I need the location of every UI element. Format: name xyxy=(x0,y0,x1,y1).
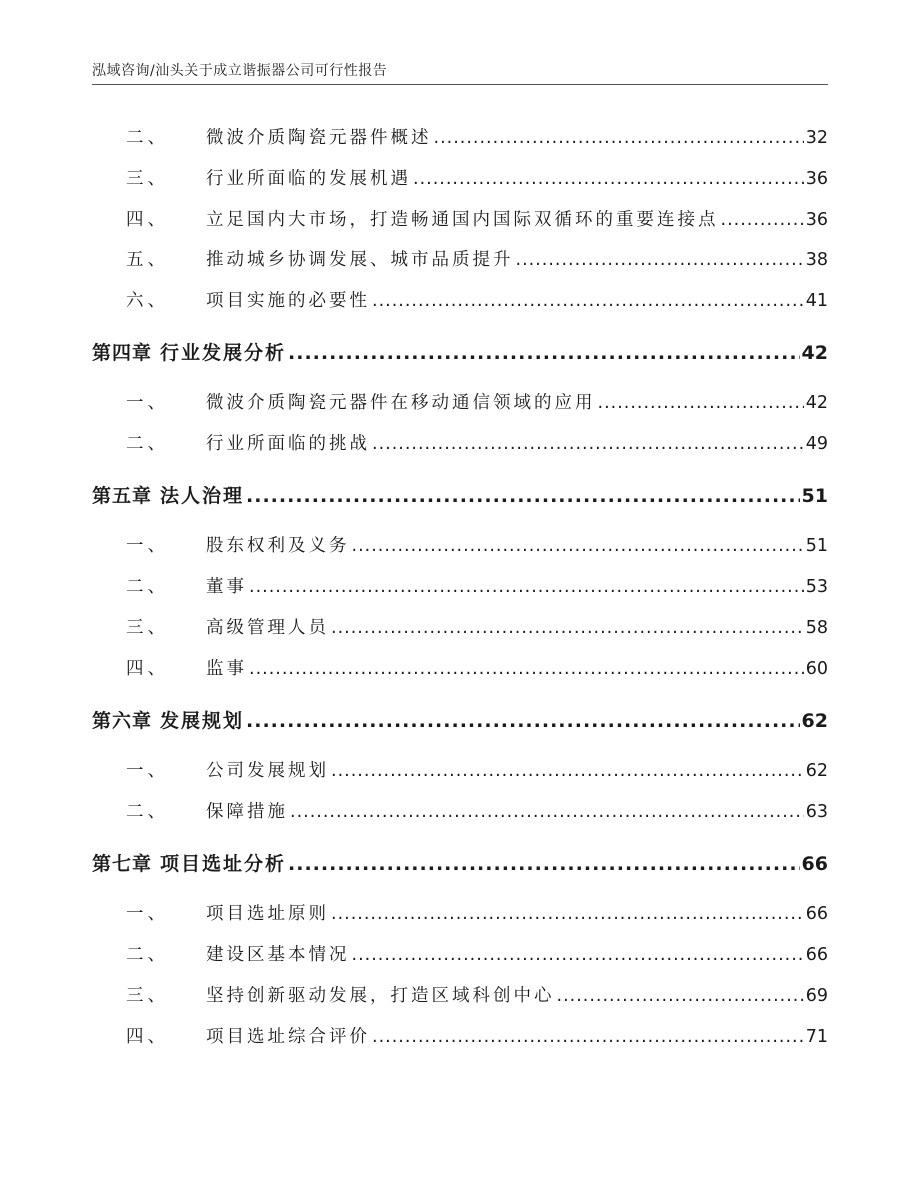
toc-page-number: 42 xyxy=(805,393,828,413)
toc-entry-title: 坚持创新驱动发展，打造区域科创中心 xyxy=(206,986,555,1006)
toc-page-number: 36 xyxy=(805,169,828,189)
dot-leader xyxy=(372,291,804,311)
toc-section-entry[interactable] xyxy=(92,246,828,271)
dot-leader xyxy=(516,250,804,270)
toc-page-number: 71 xyxy=(805,1027,828,1047)
toc-entry-title: 公司发展规划 xyxy=(206,761,329,781)
toc-page-number: 53 xyxy=(805,577,828,597)
toc-entry-title: 保障措施 xyxy=(206,802,288,822)
toc-page-number: 62 xyxy=(805,761,828,781)
toc-entry-title: 建设区基本情况 xyxy=(206,945,350,965)
toc-entry-title: 法人治理 xyxy=(160,485,245,507)
toc-section-entry[interactable] xyxy=(92,900,828,925)
toc-section-entry[interactable] xyxy=(92,655,828,680)
toc-section-entry[interactable] xyxy=(92,757,828,782)
toc-section-entry[interactable] xyxy=(92,573,828,598)
toc-entry-title: 高级管理人员 xyxy=(206,618,329,638)
toc-section-entry[interactable] xyxy=(92,287,828,312)
dot-leader xyxy=(331,618,804,638)
toc-entry-number: 四、 xyxy=(126,1027,169,1047)
toc-entry-number: 六、 xyxy=(126,291,169,311)
dot-leader xyxy=(246,485,800,507)
toc-entry-number: 第四章 xyxy=(92,342,153,364)
toc-page-number: 66 xyxy=(801,853,828,875)
dot-leader xyxy=(246,710,800,732)
toc-entry-title: 董事 xyxy=(206,577,247,597)
toc-entry-title: 股东权利及义务 xyxy=(206,536,350,556)
dot-leader xyxy=(557,986,804,1006)
toc-page-number: 62 xyxy=(801,710,828,732)
toc-entry-title: 项目选址分析 xyxy=(160,853,287,875)
dot-leader xyxy=(249,577,804,597)
toc-section-entry[interactable] xyxy=(92,206,828,231)
dot-leader xyxy=(352,536,804,556)
toc-entry-number: 一、 xyxy=(126,393,169,413)
toc-section-entry[interactable] xyxy=(92,165,828,190)
toc-entry-number: 一、 xyxy=(126,536,169,556)
toc-entry-number: 三、 xyxy=(126,169,169,189)
toc-entry-number: 三、 xyxy=(126,986,169,1006)
toc-page-number: 42 xyxy=(801,342,828,364)
toc-entry-title: 推动城乡协调发展、城市品质提升 xyxy=(206,250,514,270)
toc-entry-number: 二、 xyxy=(126,945,169,965)
toc-page-number: 49 xyxy=(805,434,828,454)
toc-section-entry[interactable] xyxy=(92,430,828,455)
toc-page-number: 60 xyxy=(805,659,828,679)
toc-section-entry[interactable] xyxy=(92,389,828,414)
toc-entry-number: 二、 xyxy=(126,128,169,148)
toc-entry-title: 行业所面临的发展机遇 xyxy=(206,169,411,189)
toc-entry-number: 二、 xyxy=(126,577,169,597)
header-divider xyxy=(92,84,828,85)
dot-leader xyxy=(372,434,804,454)
toc-page-number: 58 xyxy=(805,618,828,638)
toc-entry-title: 监事 xyxy=(206,659,247,679)
dot-leader xyxy=(413,169,804,189)
toc-page-number: 38 xyxy=(805,250,828,270)
toc-page-number: 32 xyxy=(805,128,828,148)
toc-page-number: 36 xyxy=(805,210,828,230)
toc-chapter-entry[interactable] xyxy=(92,481,828,508)
toc-entry-number: 第七章 xyxy=(92,853,153,875)
toc-page-number: 41 xyxy=(805,291,828,311)
dot-leader xyxy=(721,210,804,230)
toc-chapter-entry[interactable] xyxy=(92,338,828,365)
dot-leader xyxy=(352,945,804,965)
toc-entry-title: 发展规划 xyxy=(160,710,245,732)
toc-section-entry[interactable] xyxy=(92,982,828,1007)
toc-entry-title: 项目选址原则 xyxy=(206,904,329,924)
toc-chapter-entry[interactable] xyxy=(92,849,828,876)
running-header: 泓域咨询/汕头关于成立谐振器公司可行性报告 xyxy=(92,63,388,79)
toc-entry-title: 项目实施的必要性 xyxy=(206,291,370,311)
toc-page-number: 66 xyxy=(805,904,828,924)
toc-page-number: 51 xyxy=(805,536,828,556)
toc-section-entry[interactable] xyxy=(92,941,828,966)
toc-entry-number: 四、 xyxy=(126,659,169,679)
toc-entry-title: 微波介质陶瓷元器件在移动通信领域的应用 xyxy=(206,393,596,413)
dot-leader xyxy=(290,802,804,822)
toc-chapter-entry[interactable] xyxy=(92,706,828,733)
dot-leader xyxy=(372,1027,804,1047)
toc-section-entry[interactable] xyxy=(92,798,828,823)
dot-leader xyxy=(249,659,804,679)
toc-entry-number: 第六章 xyxy=(92,710,153,732)
dot-leader xyxy=(288,853,800,875)
toc-entry-number: 二、 xyxy=(126,434,169,454)
toc-entry-title: 行业所面临的挑战 xyxy=(206,434,370,454)
toc-entry-number: 一、 xyxy=(126,761,169,781)
dot-leader xyxy=(598,393,804,413)
toc-page-number: 69 xyxy=(805,986,828,1006)
dot-leader xyxy=(288,342,800,364)
toc-entry-title: 项目选址综合评价 xyxy=(206,1027,370,1047)
toc-entry-title: 微波介质陶瓷元器件概述 xyxy=(206,128,432,148)
toc-entry-number: 第五章 xyxy=(92,485,153,507)
toc-section-entry[interactable] xyxy=(92,532,828,557)
toc-entry-number: 一、 xyxy=(126,904,169,924)
toc-entry-number: 四、 xyxy=(126,210,169,230)
toc-section-entry[interactable] xyxy=(92,1023,828,1048)
dot-leader xyxy=(331,761,804,781)
toc-entry-title: 立足国内大市场，打造畅通国内国际双循环的重要连接点 xyxy=(206,210,719,230)
toc-section-entry[interactable] xyxy=(92,614,828,639)
toc-entry-number: 五、 xyxy=(126,250,169,270)
toc-entry-number: 三、 xyxy=(126,618,169,638)
dot-leader xyxy=(331,904,804,924)
toc-entry-number: 二、 xyxy=(126,802,169,822)
toc-page-number: 66 xyxy=(805,945,828,965)
toc-section-entry[interactable] xyxy=(92,124,828,149)
toc-entry-title: 行业发展分析 xyxy=(160,342,287,364)
dot-leader xyxy=(434,128,804,148)
toc-page-number: 63 xyxy=(805,802,828,822)
toc-page-number: 51 xyxy=(801,485,828,507)
